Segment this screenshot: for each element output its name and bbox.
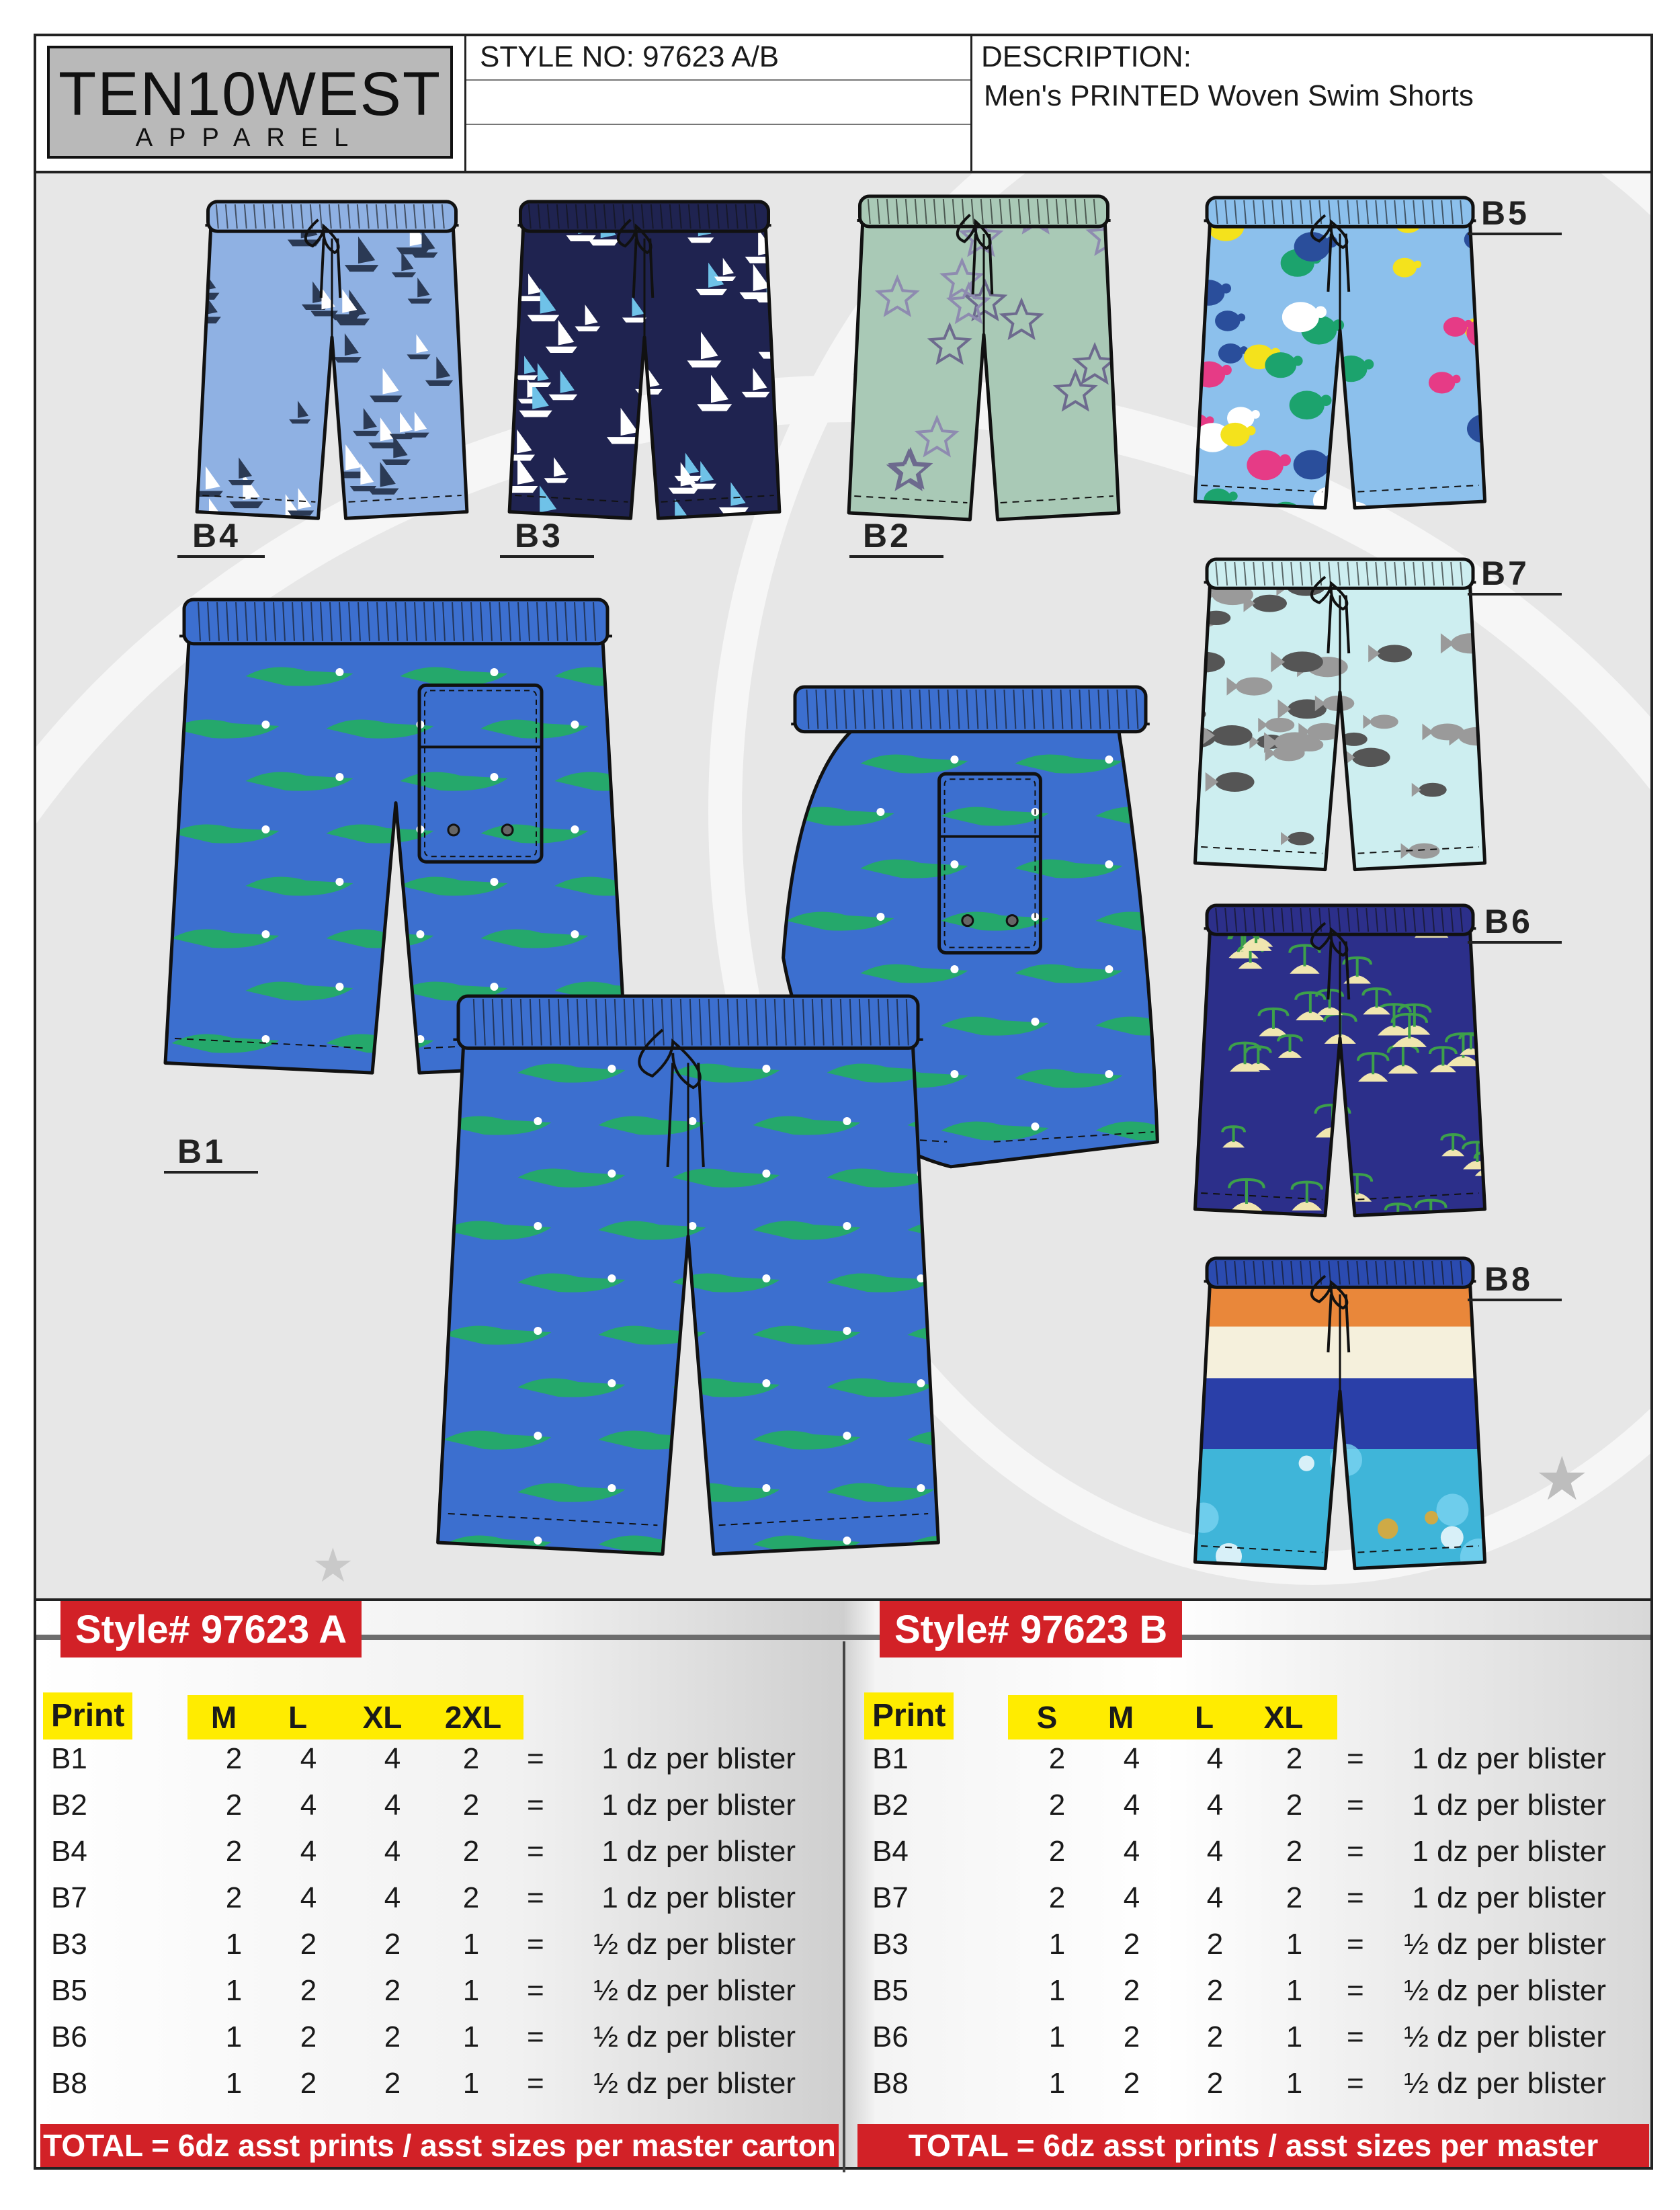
print-code: B1 bbox=[872, 1742, 909, 1775]
pack-description: ½ dz per blister bbox=[593, 2067, 796, 2100]
quantity-cell: 2 bbox=[1286, 1789, 1303, 1822]
quantity-cell: 4 bbox=[384, 1881, 401, 1914]
total-a: TOTAL = 6dz asst prints / asst sizes per master carton bbox=[40, 2124, 839, 2167]
size-header-a bbox=[187, 1695, 523, 1740]
equals-sign: = bbox=[527, 1881, 544, 1914]
quantity-cell: 4 bbox=[384, 1742, 401, 1775]
description-value: Men's PRINTED Woven Swim Shorts bbox=[984, 79, 1474, 112]
pack-description: 1 dz per blister bbox=[1412, 1789, 1606, 1822]
size-label: XL bbox=[1263, 1700, 1304, 1735]
print-label-b4: B4 bbox=[192, 517, 241, 555]
waistband bbox=[795, 687, 1146, 732]
quantity-cell: 2 bbox=[1048, 1835, 1066, 1868]
print-code: B6 bbox=[872, 2020, 909, 2053]
quantity-cell: 1 bbox=[1286, 2020, 1303, 2053]
print-label-b6: B6 bbox=[1484, 903, 1533, 940]
divider bbox=[466, 79, 970, 81]
quantity-cell: 1 bbox=[225, 2067, 243, 2100]
quantity-cell: 2 bbox=[1048, 1742, 1066, 1775]
quantity-cell: 2 bbox=[225, 1789, 243, 1822]
quantity-cell: 4 bbox=[1206, 1742, 1224, 1775]
quantity-cell: 2 bbox=[462, 1789, 480, 1822]
quantity-cell: 2 bbox=[384, 2020, 401, 2053]
size-label: 2XL bbox=[444, 1700, 502, 1735]
logo-cell bbox=[36, 36, 466, 171]
quantity-cell: 1 bbox=[1286, 1928, 1303, 1961]
quantity-cell: 4 bbox=[300, 1835, 317, 1868]
quantity-cell: 1 bbox=[1048, 1928, 1066, 1961]
size-label: XL bbox=[362, 1700, 403, 1735]
pack-description: ½ dz per blister bbox=[1404, 2020, 1606, 2053]
print-code: B8 bbox=[872, 2067, 909, 2100]
quantity-cell: 1 bbox=[1286, 2067, 1303, 2100]
swim-short-b1-front bbox=[433, 993, 943, 1571]
pack-description: ½ dz per blister bbox=[1404, 1974, 1606, 2007]
style-number: STYLE NO: 97623 A/B bbox=[480, 40, 780, 73]
quantity-cell: 4 bbox=[1123, 1835, 1140, 1868]
print-code: B4 bbox=[872, 1835, 909, 1868]
print-code: B2 bbox=[872, 1789, 909, 1822]
quantity-cell: 2 bbox=[1206, 1974, 1224, 2007]
quantity-cell: 4 bbox=[300, 1789, 317, 1822]
quantity-cell: 2 bbox=[1206, 1928, 1224, 1961]
waistband bbox=[458, 996, 918, 1048]
quantity-cell: 2 bbox=[462, 1742, 480, 1775]
size-header-b bbox=[1008, 1695, 1337, 1740]
label-underline bbox=[1468, 941, 1562, 944]
print-code: B2 bbox=[51, 1789, 87, 1822]
label-underline bbox=[1468, 233, 1562, 235]
quantity-cell: 4 bbox=[1123, 1789, 1140, 1822]
print-header-b: Print bbox=[864, 1692, 954, 1740]
quantity-cell: 4 bbox=[1123, 1881, 1140, 1914]
logo-name: TEN10WEST bbox=[58, 60, 442, 128]
quantity-cell: 4 bbox=[1123, 1742, 1140, 1775]
artwork-panel bbox=[34, 173, 1653, 1598]
divider bbox=[843, 1641, 845, 2172]
equals-sign: = bbox=[1347, 1835, 1364, 1868]
pack-description: 1 dz per blister bbox=[1412, 1835, 1606, 1868]
size-label: L bbox=[1194, 1700, 1214, 1735]
equals-sign: = bbox=[527, 2067, 544, 2100]
star-icon: ★ bbox=[1535, 1446, 1589, 1513]
quantity-cell: 2 bbox=[300, 1928, 317, 1961]
quantity-cell: 2 bbox=[1286, 1835, 1303, 1868]
quantity-cell: 2 bbox=[1123, 1928, 1140, 1961]
print-label-b2: B2 bbox=[863, 517, 911, 555]
pack-description: 1 dz per blister bbox=[601, 1789, 796, 1822]
quantity-cell: 2 bbox=[225, 1835, 243, 1868]
style-a-title: Style# 97623 A bbox=[60, 1601, 362, 1658]
equals-sign: = bbox=[1347, 1974, 1364, 2007]
quantity-cell: 1 bbox=[1048, 2020, 1066, 2053]
quantity-cell: 4 bbox=[300, 1742, 317, 1775]
pack-description: 1 dz per blister bbox=[601, 1835, 796, 1868]
label-underline bbox=[1468, 593, 1562, 596]
print-code: B1 bbox=[51, 1742, 87, 1775]
quantity-cell: 4 bbox=[300, 1881, 317, 1914]
pack-description: 1 dz per blister bbox=[1412, 1881, 1606, 1914]
quantity-cell: 1 bbox=[462, 2067, 480, 2100]
quantity-cell: 2 bbox=[462, 1835, 480, 1868]
equals-sign: = bbox=[527, 1974, 544, 2007]
total-b: TOTAL = 6dz asst prints / asst sizes per master carton bbox=[857, 2124, 1649, 2167]
print-label-b7: B7 bbox=[1481, 555, 1529, 592]
quantity-cell: 2 bbox=[384, 1928, 401, 1961]
logo-sub: APPAREL bbox=[135, 124, 365, 152]
quantity-cell: 4 bbox=[1206, 1881, 1224, 1914]
quantity-cell: 1 bbox=[462, 1928, 480, 1961]
swim-short-b5 bbox=[1192, 195, 1488, 518]
equals-sign: = bbox=[1347, 1789, 1364, 1822]
print-code: B5 bbox=[51, 1974, 87, 2007]
quantity-cell: 2 bbox=[384, 2067, 401, 2100]
equals-sign: = bbox=[527, 1742, 544, 1775]
equals-sign: = bbox=[1347, 1742, 1364, 1775]
label-underline bbox=[500, 555, 594, 558]
print-code: B5 bbox=[872, 1974, 909, 2007]
label-underline bbox=[177, 555, 265, 558]
equals-sign: = bbox=[1347, 2020, 1364, 2053]
quantity-cell: 4 bbox=[384, 1835, 401, 1868]
print-label-b5: B5 bbox=[1481, 194, 1529, 232]
divider bbox=[970, 36, 972, 171]
print-code: B3 bbox=[872, 1928, 909, 1961]
pack-description: ½ dz per blister bbox=[1404, 2067, 1606, 2100]
size-label: M bbox=[210, 1700, 237, 1735]
quantity-cell: 2 bbox=[1286, 1881, 1303, 1914]
quantity-cell: 1 bbox=[225, 1928, 243, 1961]
swim-short-b7 bbox=[1192, 557, 1488, 879]
quantity-cell: 1 bbox=[225, 2020, 243, 2053]
print-header-a: Print bbox=[43, 1692, 132, 1740]
size-breakdown bbox=[34, 1598, 1653, 2206]
pack-description: 1 dz per blister bbox=[601, 1881, 796, 1914]
print-code: B4 bbox=[51, 1835, 87, 1868]
quantity-cell: 2 bbox=[1048, 1789, 1066, 1822]
quantity-cell: 2 bbox=[462, 1881, 480, 1914]
header bbox=[34, 34, 1653, 173]
print-code: B7 bbox=[872, 1881, 909, 1914]
size-label: M bbox=[1107, 1700, 1134, 1735]
quantity-cell: 2 bbox=[300, 2067, 317, 2100]
quantity-cell: 2 bbox=[384, 1974, 401, 2007]
description-label: DESCRIPTION: bbox=[981, 40, 1191, 73]
label-underline bbox=[1468, 1299, 1562, 1301]
divider bbox=[466, 124, 970, 125]
print-code: B7 bbox=[51, 1881, 87, 1914]
quantity-cell: 2 bbox=[1206, 2067, 1224, 2100]
quantity-cell: 1 bbox=[1048, 1974, 1066, 2007]
print-code: B8 bbox=[51, 2067, 87, 2100]
swim-short-b2 bbox=[846, 194, 1122, 530]
swim-short-b3 bbox=[507, 199, 782, 528]
quantity-cell: 2 bbox=[1206, 2020, 1224, 2053]
style-b-title: Style# 97623 B bbox=[880, 1601, 1182, 1658]
quantity-cell: 4 bbox=[384, 1789, 401, 1822]
label-underline bbox=[849, 555, 943, 558]
equals-sign: = bbox=[1347, 2067, 1364, 2100]
swim-short-b4 bbox=[194, 199, 470, 528]
quantity-cell: 4 bbox=[1206, 1789, 1224, 1822]
quantity-cell: 2 bbox=[1048, 1881, 1066, 1914]
equals-sign: = bbox=[1347, 1928, 1364, 1961]
print-code: B6 bbox=[51, 2020, 87, 2053]
quantity-cell: 1 bbox=[462, 2020, 480, 2053]
print-code: B3 bbox=[51, 1928, 87, 1961]
swim-short-b6 bbox=[1192, 903, 1488, 1225]
equals-sign: = bbox=[1347, 1881, 1364, 1914]
label-underline bbox=[164, 1171, 258, 1174]
pack-description: ½ dz per blister bbox=[593, 1974, 796, 2007]
size-label: L bbox=[288, 1700, 308, 1735]
quantity-cell: 1 bbox=[462, 1974, 480, 2007]
quantity-cell: 2 bbox=[1123, 2067, 1140, 2100]
quantity-cell: 1 bbox=[1048, 2067, 1066, 2100]
brand-logo bbox=[47, 46, 453, 159]
equals-sign: = bbox=[527, 1835, 544, 1868]
quantity-cell: 1 bbox=[1286, 1974, 1303, 2007]
pack-description: 1 dz per blister bbox=[601, 1742, 796, 1775]
equals-sign: = bbox=[527, 1789, 544, 1822]
print-label-b1: B1 bbox=[177, 1133, 226, 1170]
quantity-cell: 2 bbox=[1286, 1742, 1303, 1775]
swim-short-b8 bbox=[1192, 1256, 1488, 1578]
pack-description: ½ dz per blister bbox=[593, 2020, 796, 2053]
quantity-cell: 2 bbox=[300, 1974, 317, 2007]
equals-sign: = bbox=[527, 2020, 544, 2053]
print-label-b8: B8 bbox=[1484, 1260, 1533, 1298]
quantity-cell: 1 bbox=[225, 1974, 243, 2007]
quantity-cell: 2 bbox=[300, 2020, 317, 2053]
pack-description: ½ dz per blister bbox=[593, 1928, 796, 1961]
quantity-cell: 2 bbox=[225, 1742, 243, 1775]
star-icon: ★ bbox=[312, 1539, 354, 1592]
quantity-cell: 4 bbox=[1206, 1835, 1224, 1868]
quantity-cell: 2 bbox=[1123, 2020, 1140, 2053]
quantity-cell: 2 bbox=[1123, 1974, 1140, 2007]
size-label: S bbox=[1036, 1700, 1058, 1735]
equals-sign: = bbox=[527, 1928, 544, 1961]
quantity-cell: 2 bbox=[225, 1881, 243, 1914]
pack-description: ½ dz per blister bbox=[1404, 1928, 1606, 1961]
pack-description: 1 dz per blister bbox=[1412, 1742, 1606, 1775]
print-label-b3: B3 bbox=[515, 517, 563, 555]
